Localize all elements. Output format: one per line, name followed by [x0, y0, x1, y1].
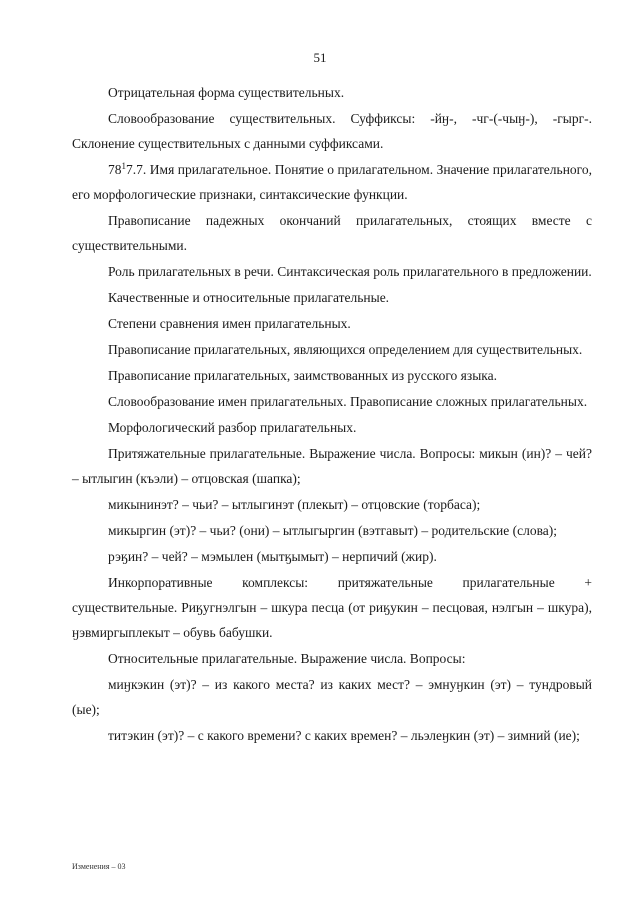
paragraph: Притяжательные прилагательные. Выражение числа. Вопросы: микын (ин)? – чей? – ытлыгин (къэли) – отцовская (шапка); — [72, 446, 592, 486]
paragraph: микынинэт? – чьи? – ытлыгинэт (плекыт) – отцовские (торбаса); — [108, 497, 481, 512]
paragraph: Степени сравнения имен прилагательных. — [108, 316, 351, 331]
revision-footer: Изменения – 03 — [72, 862, 126, 871]
paragraph: миӈкэкин (эт)? – из какого места? из каких мест? – эмнуӈкин (эт) – тундровый (ые); — [72, 677, 592, 717]
paragraph: Отрицательная форма существительных. — [108, 85, 345, 100]
paragraph: Словообразование имен прилагательных. Правописание сложных прилагательных. — [108, 394, 588, 409]
page-number: 51 — [313, 50, 327, 65]
paragraph: микыргин (эт)? – чьи? (они) – ытлыгыргин (вэтгавыт) – родительские (слова); — [108, 523, 558, 538]
paragraph: титэкин (эт)? – с какого времени? с каких времен? – льэлеӈкин (эт) – зимний (ие); — [108, 728, 580, 743]
paragraph: Относительные прилагательные. Выражение числа. Вопросы: — [108, 651, 466, 666]
paragraph: Качественные и относительные прилагательные. — [108, 290, 390, 305]
paragraph: Правописание падежных окончаний прилагательных, стоящих вместе с существительными. — [72, 213, 592, 253]
paragraph: Морфологический разбор прилагательных. — [108, 420, 357, 435]
paragraph: Роль прилагательных в речи. Синтаксическая роль прилагательного в предложении. — [108, 264, 592, 279]
paragraph: Правописание прилагательных, являющихся определением для существительных. — [108, 342, 583, 357]
paragraph: Инкорпоративные комплексы: притяжательные прилагательные + существительные. Риӄугнэлгын – шкура песца (от риӄукин – песцовая, нэлгын – шкура), ӈэвмиргыплекыт – обувь бабушки. — [72, 575, 592, 640]
paragraph: Правописание прилагательных, заимствованных из русского языка. — [108, 368, 497, 383]
document-body — [72, 80, 592, 749]
section-number-prefix: 78 — [108, 162, 122, 177]
section-number-superscript: 1 — [121, 161, 126, 171]
paragraph: Словообразование существительных. Суффиксы: -йӈ-, -чг-(-чыӈ-), -гырг-. Склонение существительных с данными суффиксами. — [72, 111, 592, 151]
section-heading-paragraph — [72, 157, 592, 207]
section-heading-text: 7.7. Имя прилагательное. Понятие о прилагательном. Значение прилагательного, его морфологические признаки, синтаксические функции. — [72, 162, 592, 202]
paragraph: рэӄин? – чей? – мэмылен (мытӄымыт) – нерпичий (жир). — [108, 549, 437, 564]
